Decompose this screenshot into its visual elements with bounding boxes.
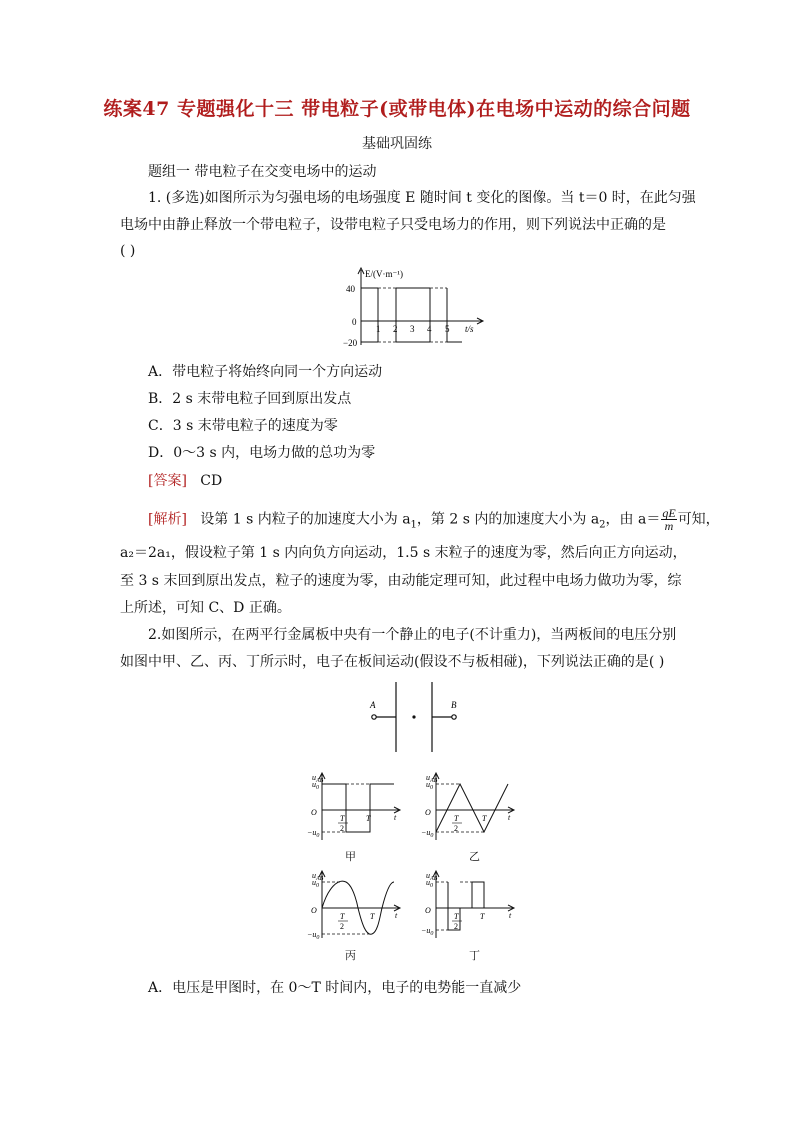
svg-text:uAB: $u_{AB}$ xyxy=(426,871,438,882)
efield-tick-2: 2 xyxy=(393,324,398,334)
plate-b-label: B xyxy=(451,700,457,710)
svg-text:t: t xyxy=(395,911,398,920)
q1-analysis-line4: 上所述，可知 C、D 正确。 xyxy=(120,600,291,616)
q1-analysis-line1: [解析] 设第 1 s 内粒子的加速度大小为 $a_1$，第 2 s 内的加速度大小为 $a_2$，由 a＝ $\frac{qE}{m}$ 可知， xyxy=(148,506,720,533)
graph-bing-label: 丙 xyxy=(345,949,356,962)
svg-text:uAB: $u_{AB}$ xyxy=(426,773,438,784)
graph-yi xyxy=(422,770,522,845)
svg-text:u0: $u_0$ xyxy=(426,878,433,889)
analysis-text-d: 可知， xyxy=(677,511,720,528)
svg-text:T: T xyxy=(482,814,487,823)
q1-line2: 电场中由静止释放一个带电粒子，设带电粒子只受电场力的作用，则下列说法中正确的是 xyxy=(120,217,666,233)
q1-answer xyxy=(148,472,708,490)
svg-text:uAB: $u_{AB}$ xyxy=(312,871,324,882)
graph-ding-label: 丁 xyxy=(469,949,480,962)
efield-tick-neg20: −20 xyxy=(343,338,358,348)
answer-label: [答案] xyxy=(148,473,187,489)
q1-option-b: B．2 s 末带电粒子回到原出发点 xyxy=(148,391,352,407)
efield-tick-0: 0 xyxy=(352,317,357,327)
page-title: 练案47 专题强化十三 带电粒子(或带电体)在电场中运动的综合问题 xyxy=(103,98,691,120)
q1-option-a: A．带电粒子将始终向同一个方向运动 xyxy=(148,364,383,380)
q1-analysis-line3: 至 3 s 末回到原出发点，粒子的速度为零，由动能定理可知，此过程中电场力做功为零，综 xyxy=(120,573,682,589)
svg-text:−u0: $-u_0$ xyxy=(421,926,434,937)
svg-text:t: t xyxy=(508,813,511,822)
graph-yi-label: 乙 xyxy=(469,850,480,863)
svg-text:O: O xyxy=(311,808,317,817)
efield-tick-5: 5 xyxy=(445,324,450,334)
section-heading: 基础巩固练 xyxy=(362,136,432,152)
analysis-text-c: ，由 a＝ xyxy=(605,511,661,528)
efield-tick-4: 4 xyxy=(427,324,432,334)
analysis-text-b: ，第 2 s 内的加速度大小为 a xyxy=(416,511,600,528)
accel-fraction xyxy=(661,507,676,532)
graph-bing xyxy=(308,868,408,943)
svg-text:−u0: $-u_0$ xyxy=(307,828,320,839)
plate-a-label: A xyxy=(370,700,376,710)
q1-analysis-line2: a₂＝2a₁，假设粒子第 1 s 内向负方向运动，1.5 s 末粒子的速度为零，然后向正方向运动， xyxy=(120,545,687,561)
svg-text:2: 2 xyxy=(340,922,344,931)
svg-text:O: O xyxy=(425,808,431,817)
graph-jia xyxy=(308,770,408,845)
fraction-denominator: m xyxy=(664,519,674,533)
svg-text:−u0: $-u_0$ xyxy=(421,828,434,839)
svg-text:t: t xyxy=(509,911,512,920)
svg-text:t: t xyxy=(394,813,397,822)
q2-option-a: A．电压是甲图时，在 0～T 时间内，电子的电势能一直减少 xyxy=(148,980,522,996)
svg-text:−u0: $-u_0$ xyxy=(307,930,320,941)
efield-tick-40: 40 xyxy=(346,284,355,294)
efield-ylabel: E/(V·m⁻¹) xyxy=(365,269,403,279)
svg-text:2: 2 xyxy=(454,824,458,833)
graph-jia-label: 甲 xyxy=(345,850,356,863)
svg-text:T: T xyxy=(480,912,485,921)
graph-ding xyxy=(422,868,522,943)
svg-text:u0: $u_0$ xyxy=(312,878,319,889)
efield-xlabel: t/s xyxy=(465,324,474,334)
q1-option-d: D．0～3 s 内，电场力做的总功为零 xyxy=(148,445,376,461)
fraction-numerator: qE xyxy=(662,506,676,520)
svg-text:T: T xyxy=(366,814,371,823)
svg-text:T: T xyxy=(340,814,345,823)
efield-graph xyxy=(340,265,490,350)
q2-line1: 2.如图所示，在两平行金属板中央有一个静止的电子(不计重力)，当两板间的电压分别 xyxy=(148,627,677,643)
electron-dot xyxy=(412,715,415,718)
svg-text:O: O xyxy=(425,906,431,915)
q2-line2: 如图中甲、乙、丙、丁所示时，电子在板间运动(假设不与板相碰)，下列说法正确的是( ) xyxy=(120,654,665,670)
svg-text:O: O xyxy=(311,906,317,915)
answer-value: CD xyxy=(200,473,223,489)
efield-tick-3: 3 xyxy=(410,324,415,334)
svg-text:T: T xyxy=(370,912,375,921)
svg-text:u0: $u_0$ xyxy=(426,780,433,791)
q1-option-c: C．3 s 末带电粒子的速度为零 xyxy=(148,418,338,434)
efield-tick-1: 1 xyxy=(376,324,381,334)
q1-line1: 1. (多选)如图所示为匀强电场的电场强度 E 随时间 t 变化的图像。当 t＝0 时，在此匀强 xyxy=(148,190,696,206)
svg-text:uAB: $u_{AB}$ xyxy=(312,773,324,784)
svg-text:T: T xyxy=(454,814,459,823)
svg-text:T: T xyxy=(340,912,345,921)
analysis-label: [解析] xyxy=(148,511,187,528)
group-heading: 题组一 带电粒子在交变电场中的运动 xyxy=(148,164,377,180)
q1-line3: ( ) xyxy=(120,243,136,259)
analysis-text-a: 设第 1 s 内粒子的加速度大小为 a xyxy=(200,511,411,528)
plates-diagram xyxy=(360,680,470,755)
svg-text:u0: $u_0$ xyxy=(312,780,319,791)
svg-text:2: 2 xyxy=(340,824,344,833)
svg-text:T: T xyxy=(454,912,459,921)
svg-text:2: 2 xyxy=(454,922,458,931)
